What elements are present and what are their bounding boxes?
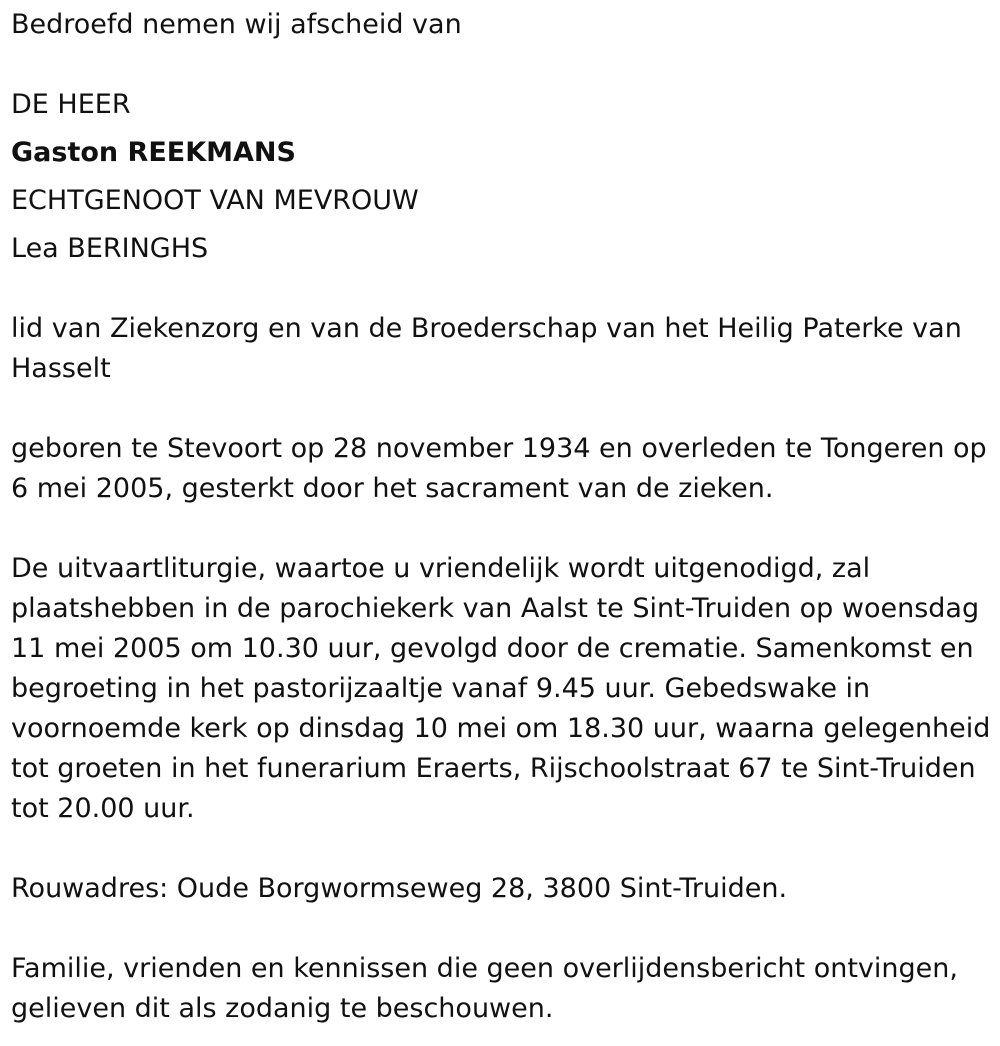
funeral-line: plaatshebben in de parochiekerk van Aalst te Sint-Truiden op woensdag bbox=[11, 593, 980, 624]
deceased-name: Gaston REEKMANS bbox=[11, 137, 296, 168]
funeral-line: De uitvaartliturgie, waartoe u vriendelijk wordt uitgenodigd, zal bbox=[11, 553, 871, 584]
closing-line: Familie, vrienden en kennissen die geen overlijdensbericht ontvingen, bbox=[11, 953, 958, 984]
mourning-address: Rouwadres: Oude Borgwormseweg 28, 3800 Sint-Truiden. bbox=[11, 873, 788, 904]
funeral-line: tot groeten in het funerarium Eraerts, Rijschoolstraat 67 te Sint-Truiden bbox=[11, 753, 976, 784]
funeral-line: tot 20.00 uur. bbox=[11, 793, 195, 824]
closing-line: gelieven dit als zodanig te beschouwen. bbox=[11, 993, 554, 1024]
funeral-line: 11 mei 2005 om 10.30 uur, gevolgd door de crematie. Samenkomst en bbox=[11, 633, 974, 664]
title-prefix: DE HEER bbox=[11, 89, 131, 120]
spouse-name: Lea BERINGHS bbox=[11, 233, 209, 264]
spouse-label: ECHTGENOOT VAN MEVROUW bbox=[11, 185, 419, 216]
intro-text: Bedroefd nemen wij afscheid van bbox=[11, 9, 462, 40]
birth-death-line: 6 mei 2005, gesterkt door het sacrament van de zieken. bbox=[11, 473, 774, 504]
membership-line: Hasselt bbox=[11, 353, 111, 384]
funeral-line: begroeting in het pastorijzaaltje vanaf 9.45 uur. Gebedswake in bbox=[11, 673, 871, 704]
membership-line: lid van Ziekenzorg en van de Broederschap van het Heilig Paterke van bbox=[11, 313, 962, 344]
birth-death-line: geboren te Stevoort op 28 november 1934 en overleden te Tongeren op bbox=[11, 433, 987, 464]
funeral-line: voornoemde kerk op dinsdag 10 mei om 18.30 uur, waarna gelegenheid bbox=[11, 713, 991, 744]
